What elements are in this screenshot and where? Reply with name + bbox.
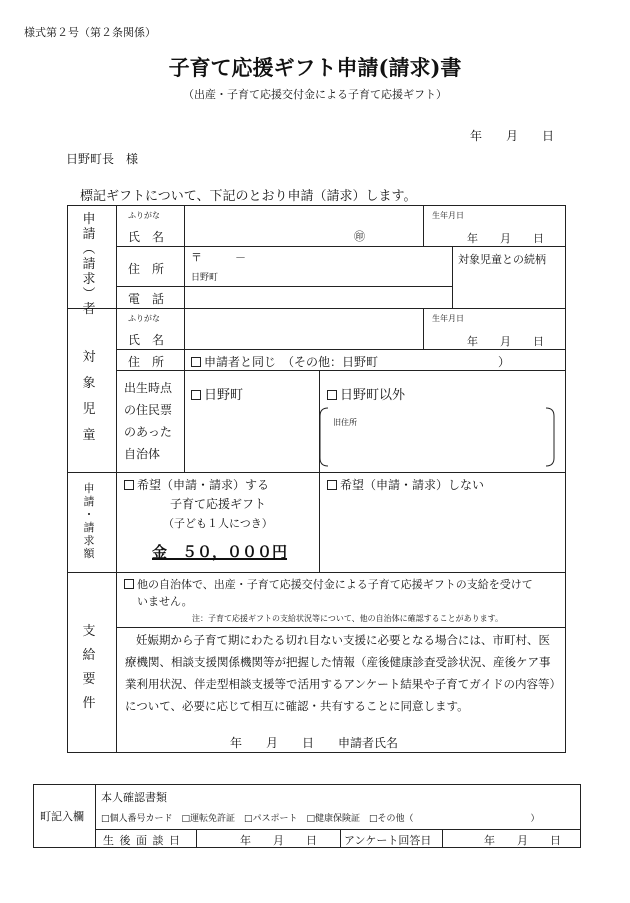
old-address-bracket[interactable] <box>318 406 556 468</box>
page-title: 子育て応援ギフト申請(請求)書 <box>168 55 462 80</box>
intro-text: 標記ギフトについて、下記のとおり申請（請求）します。 <box>80 189 417 204</box>
option-other[interactable]: 日野町以外 <box>327 384 405 403</box>
applicant-name-label: 氏 名 <box>128 230 165 244</box>
requirement-note: 注：子育て応援ギフトの支給状況等について、他の自治体に確認することがあります。 <box>192 614 504 623</box>
gift-label: 子育て応援ギフト <box>170 497 267 511</box>
wish-yes-checkbox[interactable] <box>124 480 134 490</box>
child-name-input[interactable] <box>185 310 421 348</box>
id-docs-options[interactable]: □個人番号カード □運転免許証 □パスポート □健康保険証 □その他（ ） <box>101 814 540 824</box>
child-address-label: 住 所 <box>128 355 165 369</box>
old-address-label: 旧住所 <box>333 418 357 427</box>
applicant-phone-input[interactable] <box>185 287 450 307</box>
date-line: 年 月 日 <box>470 129 555 143</box>
applicant-dob-label: 生年月日 <box>432 211 464 220</box>
wish-no-checkbox[interactable] <box>327 480 337 490</box>
applicant-phone-label: 電 話 <box>128 292 165 306</box>
applicant-name-input[interactable] <box>185 207 421 245</box>
hino-checkbox[interactable] <box>191 390 201 400</box>
addressee: 日野町長 様 <box>66 152 139 166</box>
other-checkbox[interactable] <box>327 390 337 400</box>
interview-label: 生 後 面 談 日 <box>103 834 181 847</box>
id-docs-label: 本人確認書類 <box>101 791 167 804</box>
applicant-town: 日野町 <box>191 273 219 283</box>
requirement-check[interactable]: 他の自治体で、出産・子育て応援交付金による子育て応援ギフトの支給を受けて <box>124 576 533 592</box>
child-section-label: 対 象 児 童 <box>82 350 96 443</box>
applicant-address-label: 住 所 <box>128 262 165 276</box>
applicant-dob-value[interactable]: 年 月 日 <box>467 232 544 245</box>
interview-date[interactable]: 年 月 日 <box>240 834 317 847</box>
consent-paragraph: 妊娠期から子育て期にわたる切れ目ない支援に必要となる場合には、市町村、医 療機関、相談支援関係機関等が把握した情報（産後健康診査受診状況、産後ケア事 業利用状況、伴走型相談支援等で活用するアンケート結果や子育てガイドの内容等） について、必要に応じて相互に確認・共有することに同意します。 <box>125 633 561 713</box>
page-subtitle: （出産・子育て応援交付金による子育て応援ギフト） <box>183 88 447 101</box>
child-dob-label: 生年月日 <box>432 314 464 323</box>
no-other-gift-checkbox[interactable] <box>124 579 134 589</box>
gift-amount: 金 ５０，０００円 <box>152 543 288 561</box>
wish-yes-option[interactable]: 希望（申請・請求）する <box>124 476 269 493</box>
origin-label: 出生時点 の住民票 のあった 自治体 <box>124 381 173 461</box>
survey-label: アンケート回答日 <box>344 834 432 847</box>
child-furigana-label: ふりがな <box>128 314 160 323</box>
requirement-check-cont: いません。 <box>137 595 193 608</box>
relation-label: 対象児童との続柄 <box>458 253 546 266</box>
requirements-section-label: 支 給 要 件 <box>82 624 96 711</box>
amount-section-label: 申 請 ・ 請 求 額 <box>83 482 95 560</box>
office-label: 町記入欄 <box>40 810 84 823</box>
applicant-furigana-label: ふりがな <box>128 211 160 220</box>
applicant-section-label: 申 請 ︵ 請 求 ︶ 者 <box>82 212 96 317</box>
seal-mark: ㊞ <box>354 230 365 243</box>
signature-line[interactable]: 年 月 日 申請者氏名 <box>230 736 399 750</box>
survey-date[interactable]: 年 月 日 <box>484 834 561 847</box>
child-name-label: 氏 名 <box>128 333 165 347</box>
same-address-checkbox[interactable] <box>191 357 201 367</box>
child-dob-value[interactable]: 年 月 日 <box>467 335 544 348</box>
form-number: 様式第２号（第２条関係） <box>24 26 156 39</box>
child-address-option[interactable]: 申請者と同じ （その他：日野町 ） <box>191 353 510 370</box>
wish-no-option[interactable]: 希望（申請・請求）しない <box>327 476 484 493</box>
per-child-label: （子ども１人につき） <box>163 517 273 530</box>
option-hino[interactable]: 日野町 <box>191 384 243 403</box>
applicant-postal[interactable]: 〒 － <box>191 251 246 264</box>
